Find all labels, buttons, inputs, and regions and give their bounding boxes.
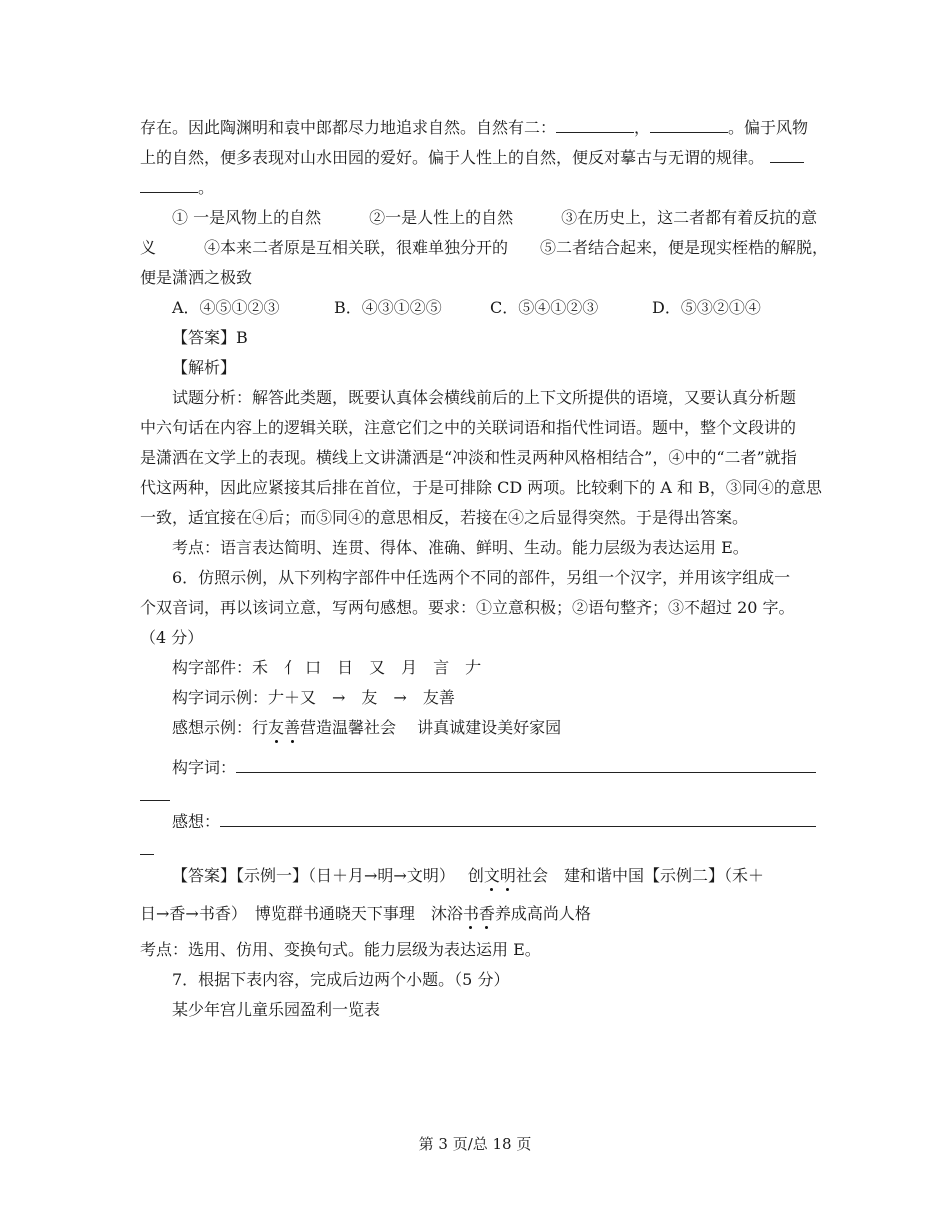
option-b: B．④③①②⑤	[334, 298, 442, 317]
passage-line-3: 。	[140, 178, 820, 198]
feeling-blank	[220, 812, 816, 827]
analysis-line-5: 一致，适宜接在④后；而⑤同④的意思相反，若接在④之后显得突然。于是得出答案。	[140, 508, 749, 527]
feeling-blank-tail	[140, 840, 820, 860]
option-a: A．④⑤①②③	[172, 298, 280, 317]
question-6-line-1: 6．仿照示例，从下列构字部件中任选两个不同的部件，另组一个汉字，并用该字组成一	[172, 568, 791, 587]
question-6-line-2: 个双音词，再以该词立意，写两句感想。要求：①立意积极；②语句整齐；③不超过 20 字。	[140, 598, 795, 617]
knowledge-point-6: 考点：选用、仿用、变换句式。能力层级为表达运用 E。	[140, 940, 541, 959]
blank-1	[556, 118, 634, 133]
emphasis-char: 文	[483, 866, 500, 885]
word-answer-line: 构字词：	[172, 758, 852, 778]
component-parts: 构字部件：禾 亻 口 日 又 月 言 𠂇	[172, 658, 482, 677]
emphasis-char: 香	[478, 904, 495, 923]
emphasis-char: 明	[499, 866, 516, 885]
emphasis-char: 书	[462, 904, 479, 923]
blank-3b	[140, 178, 198, 193]
answer-6-line-1: 【答案】【示例一】（日＋月→明→文明） 创文明社会 建和谐中国【示例二】（禾＋	[172, 866, 764, 885]
passage-line-1: 存在。因此陶渊明和袁中郎都尽力地追求自然。自然有二： ， 。偏于风物	[140, 118, 809, 137]
question-7: 7．根据下表内容，完成后边两个小题。（5 分）	[172, 970, 510, 989]
emphasis-char: 友	[268, 718, 285, 737]
blank-2	[650, 118, 728, 133]
analysis-line-2: 中六句话在内容上的逻辑关联，注意它们之中的关联词语和指代性词语。题中，整个文段讲的	[140, 418, 797, 437]
word-example: 构字词示例：𠂇＋又 → 友 → 友善	[172, 688, 455, 707]
answer-6-line-2: 日→香→书香） 博览群书通晓天下事理 沐浴书香养成高尚人格	[140, 904, 591, 923]
analysis-heading: 【解析】	[172, 358, 237, 377]
page-footer: 第 3 页/总 18 页	[418, 1135, 532, 1153]
passage-line-2: 上的自然，便多表现对山水田园的爱好。偏于人性上的自然，便反对摹古与无谓的规律。	[140, 148, 820, 168]
option-d: D．⑤③②①④	[652, 298, 761, 317]
feeling-answer-line: 感想：	[172, 812, 852, 832]
word-blank-tail	[140, 786, 820, 806]
emphasis-char: 善	[284, 718, 301, 737]
word-blank	[236, 758, 816, 773]
knowledge-point-5: 考点：语言表达简明、连贯、得体、准确、鲜明、生动。能力层级为表达运用 E。	[172, 538, 749, 557]
question-6-line-3: （4 分）	[140, 628, 204, 647]
analysis-line-3: 是潇洒在文学上的表现。横线上文讲潇洒是“冲淡和性灵两种风格相结合”，④中的“二者”就指	[140, 448, 797, 467]
sentence-line-2: 义 ④本来二者原是互相关联，很难单独分开的 ⑤二者结合起来，便是现实桎梏的解脱，	[140, 238, 829, 257]
option-c: C．⑤④①②③	[490, 298, 599, 317]
sentence-line-3: 便是潇洒之极致	[140, 268, 253, 287]
analysis-line-1: 试题分析：解答此类题，既要认真体会横线前后的上下文所提供的语境，又要认真分析题	[172, 388, 797, 407]
feeling-example: 感想示例：行友善营造温馨社会 讲真诚建设美好家园	[172, 718, 562, 737]
sentence-line-1: ① 一是风物上的自然 ②一是人性上的自然 ③在历史上，这二者都有着反抗的意	[172, 208, 818, 227]
answer-5: 【答案】B	[172, 328, 248, 347]
analysis-line-4: 代这两种，因此应紧接其后排在首位，于是可排除 CD 两项。比较剩下的 A 和 B，③同④的意思	[140, 478, 822, 497]
table-title: 某少年宫儿童乐园盈利一览表	[172, 1000, 381, 1019]
blank-3a	[770, 148, 804, 163]
